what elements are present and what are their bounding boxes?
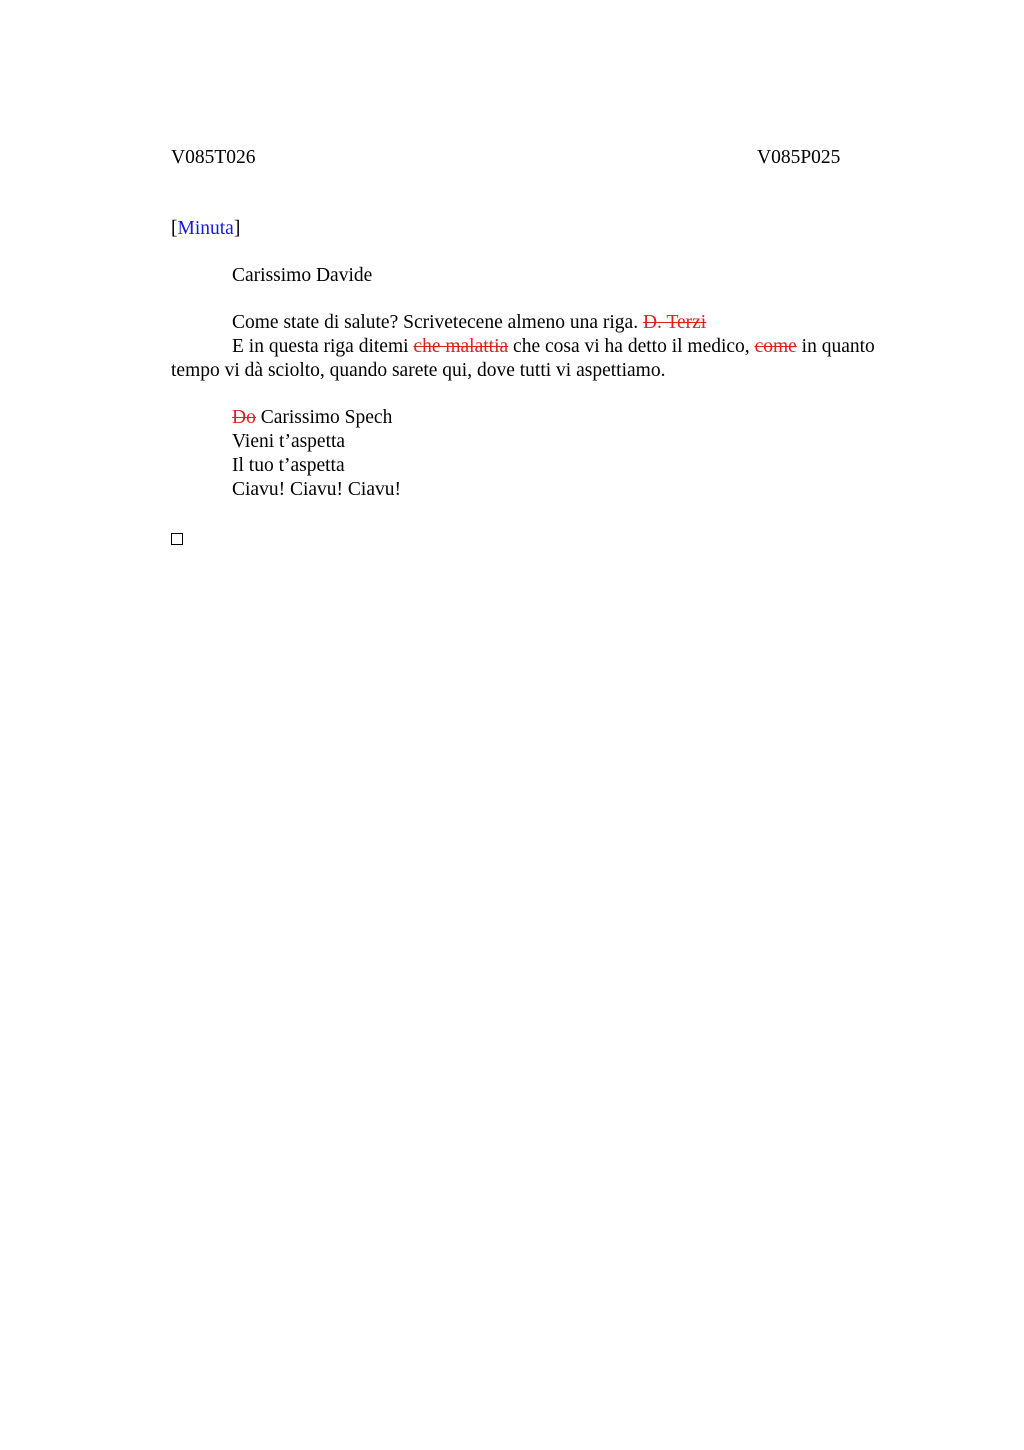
square-icon — [171, 533, 183, 545]
letter-line-1 — [171, 311, 916, 335]
deleted-text-do: Do — [232, 407, 256, 428]
verse-line-3: Il tuo t’aspetta — [232, 455, 345, 476]
verse-line-2: Vieni t’aspetta — [232, 431, 346, 452]
open-bracket: [ — [171, 218, 178, 239]
letter-line-1-text: Come state di salute? Scrivetecene almeno una riga. — [232, 312, 639, 333]
letter-line-2-part-3: in quanto tempo vi dà sciolto, quando sarete qui, dove tutti vi aspettiamo. — [171, 336, 875, 381]
document-body — [171, 217, 916, 552]
letter-line-2 — [171, 335, 916, 383]
deleted-text-malattia: che malattia — [413, 336, 509, 357]
close-bracket: ] — [233, 218, 241, 239]
deleted-text-signature: D. Terzi — [642, 312, 707, 333]
deleted-text-come: come — [754, 336, 797, 357]
spacer — [171, 241, 916, 264]
minuta-label — [171, 217, 916, 241]
verse-line-4: Ciavu! Ciavu! Ciavu! — [232, 479, 401, 500]
verse-line-1-text: Carissimo Spech — [260, 407, 393, 428]
spacer — [171, 288, 916, 311]
salutation: Carissimo Davide — [232, 265, 373, 286]
header-right-reference: V085P025 — [757, 147, 841, 168]
spacer — [171, 502, 916, 525]
letter-line-2-part-2: che cosa vi ha detto il medico, — [513, 336, 750, 357]
end-marker-box — [171, 525, 916, 552]
header-left-reference: V085T026 — [171, 147, 256, 168]
letter-line-2-part-1: E in questa riga ditemi — [232, 336, 409, 357]
minuta-label-text: Minuta — [177, 218, 234, 239]
verse-line-1 — [171, 406, 916, 430]
spacer — [171, 383, 916, 406]
